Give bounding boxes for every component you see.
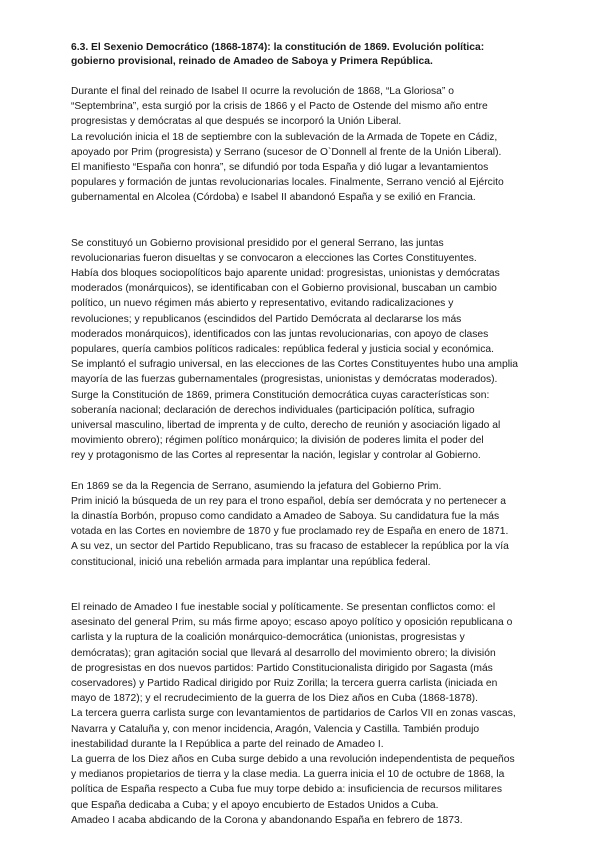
- text-line: “Septembrina”, esta surgió por la crisis de 1866 y el Pacto de Ostende del mismo año entre: [71, 101, 488, 113]
- text-line: populares, quería cambios políticos radicales: república federal y justicia social y económica.: [71, 344, 494, 356]
- text-line: mayo de 1872); y el recrudecimiento de la guerra de los Diez años en Cuba (1868-1878).: [71, 693, 478, 705]
- text-line: soberanía nacional; declaración de derechos individuales (participación política, sufragio: [71, 404, 475, 416]
- title-line-2: gobierno provisional, reinado de Amadeo de Saboya y Primera República.: [71, 55, 433, 67]
- text-line: Durante el final del reinado de Isabel II ocurre la revolución de 1868, “La Gloriosa” o: [71, 86, 454, 97]
- text-line: mayoría de las fuerzas gubernamentales (progresistas, unionistas y demócratas moderados).: [71, 374, 498, 386]
- text-line: El manifiesto “España con honra”, se difundió por toda España y dió lugar a levantamientos: [71, 162, 489, 174]
- text-line: constitucional, inició una rebelión armada para implantar una república federal.: [71, 556, 431, 568]
- text-line: votada en las Cortes en noviembre de 1870 y fue proclamado rey de España en enero de 1871.: [71, 526, 509, 538]
- text-line: Navarra y Cataluña y, con menor incidencia, Aragón, Valencia y Castilla. También produjo: [71, 723, 480, 735]
- text-line: A su vez, un sector del Partido Republicano, tras su fracaso de establecer la república por la vía: [71, 541, 509, 553]
- text-line: moderados monárquicos), identificados con las juntas revolucionarias, con apoyo de clases: [71, 328, 489, 340]
- text-line: rey y protagonismo de las Cortes al representar la nación, legislar y controlar al Gobierno.: [71, 450, 481, 462]
- text-line: coservadores) y Partido Radical dirigido por Ruiz Zorilla; la tercera guerra carlista (iniciada en: [71, 677, 498, 689]
- text-line: moderados (monárquicos), se identificaban con el Gobierno provisional, buscaban un cambio: [71, 283, 497, 295]
- text-line: la dinastía Borbón, propuso como candidato a Amadeo de Saboya. Su candidatura fue la más: [71, 511, 500, 523]
- text-line: movimiento obrero); régimen político monárquico; la división de poderes limita el poder del: [71, 435, 484, 447]
- text-line: Amadeo I acaba abdicando de la Corona y abandonando España en febrero de 1873.: [71, 814, 463, 826]
- text-line: El reinado de Amadeo I fue inestable social y políticamente. Se presentan conflictos como: el: [71, 601, 496, 613]
- text-line: La revolución inicia el 18 de septiembre con la sublevación de la Armada de Topete en Cádiz,: [71, 131, 498, 143]
- text-line: progresistas y demócratas al que después se incorporó la Unión Liberal.: [71, 116, 402, 128]
- text-line: y medianos propietarios de tierra y la clase media. La guerra inicia el 10 de octubre de 1868, la: [71, 769, 505, 781]
- text-line: asesinato del general Prim, su más firme apoyo; escaso apoyo político y oposición republicana o: [71, 617, 513, 629]
- paragraph-regencia-serrano: [71, 479, 550, 570]
- text-line: revoluciones; y republicanos (escindidos del Partido Demócrata al declararse los más: [71, 313, 462, 325]
- text-line: Se implantó el sufragio universal, en las elecciones de las Cortes Constituyentes hubo una amplia: [71, 359, 519, 371]
- text-line: apoyado por Prim (progresista) y Serrano (sucesor de O`Donnell al frente de la Unión Liberal).: [71, 146, 502, 158]
- paragraph-revolucion-1868: [71, 84, 550, 206]
- text-line: Había dos bloques sociopolíticos bajo aparente unidad: progresistas, unionistas y demócratas: [71, 268, 500, 280]
- text-line: carlista y la ruptura de la coalición monárquico-democrática (unionistas, progresistas y: [71, 632, 465, 644]
- title-line-1: 6.3. El Sexenio Democrático (1868-1874): la constitución de 1869. Evolución política:: [71, 42, 485, 53]
- text-line: Surge la Constitución de 1869, primera Constitución democrática cuyas características son:: [71, 389, 490, 401]
- text-line: de progresistas en dos nuevos partidos: Partido Constitucionalista dirigido por Sagasta (más: [71, 662, 493, 674]
- text-line: política de España respecto a Cuba fue muy torpe debido a: insuficiencia de recursos militares: [71, 784, 502, 796]
- text-line: La guerra de los Diez años en Cuba surge debido a una revolución independentista de pequeños: [71, 753, 515, 765]
- text-line: populares y formación de juntas revolucionarias locales. Finalmente, Serrano venció al Ejército: [71, 177, 504, 189]
- text-line: Se constituyó un Gobierno provisional presidido por el general Serrano, las juntas: [71, 237, 444, 249]
- text-line: que España dedicaba a Cuba; y el apoyo encubierto de Estados Unidos a Cuba.: [71, 799, 439, 811]
- text-line: demócratas); gran agitación social que llevará al desarrollo del movimiento obrero; la división: [71, 647, 496, 659]
- text-line: gubernamental en Alcolea (Córdoba) e Isabel II abandonó España y se exilió en Francia.: [71, 192, 476, 204]
- text-line: La tercera guerra carlista surge con levantamientos de partidarios de Carlos VII en zonas vascas,: [71, 708, 516, 720]
- text-line: inestabilidad durante la I República a parte del reinado de Amadeo I.: [71, 738, 384, 750]
- text-line: En 1869 se da la Regencia de Serrano, asumiendo la jefatura del Gobierno Prim.: [71, 480, 442, 492]
- paragraph-reinado-amadeo: [71, 600, 550, 828]
- text-line: revolucionarias fueron disueltas y se convocaron a elecciones las Cortes Constituyentes.: [71, 252, 477, 264]
- paragraph-gobierno-provisional: [71, 236, 550, 464]
- text-line: Prim inició la búsqueda de un rey para el trono español, debía ser demócrata y no pertenecer a: [71, 495, 507, 507]
- document-title: [71, 41, 550, 68]
- text-line: universal masculino, libertad de imprenta y de culto, derecho de reunión y asociación ligado al: [71, 420, 501, 432]
- text-line: político, un nuevo régimen más abierto y representativo, evitando radicalizaciones y: [71, 298, 454, 310]
